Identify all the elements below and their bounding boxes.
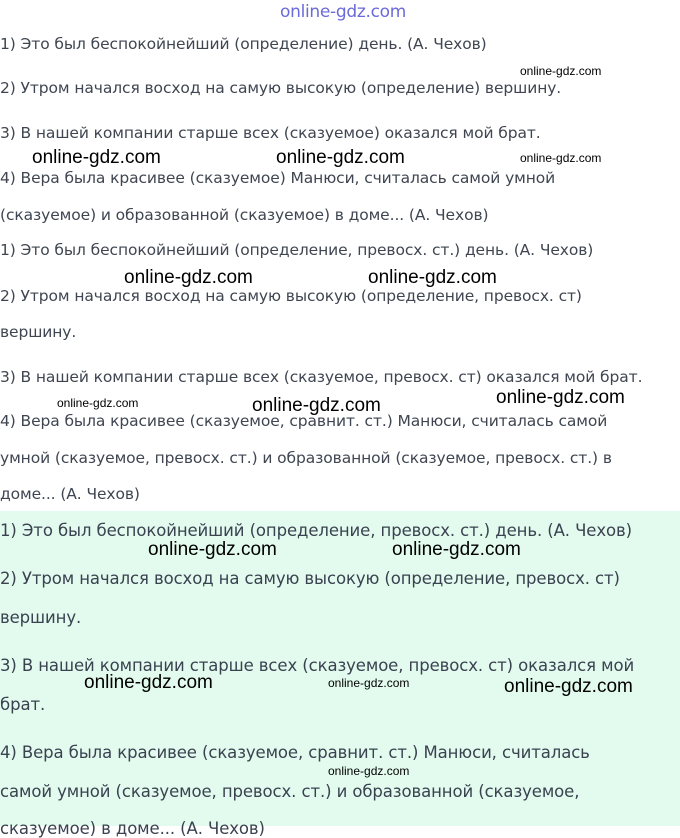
answer-line: 3) В нашей компании старше всех (сказуемое, превосх. ст) оказался мой	[0, 656, 635, 675]
watermark: online-gdz.com	[392, 539, 521, 560]
watermark-logo: online-gdz.com	[280, 2, 407, 22]
watermark: online-gdz.com	[124, 267, 253, 288]
watermark: online-gdz.com	[57, 396, 139, 410]
watermark: online-gdz.com	[84, 672, 213, 693]
watermark: online-gdz.com	[32, 147, 161, 168]
watermark: online-gdz.com	[520, 151, 602, 165]
answer-line: 4) Вера была красивее (сказуемое) Манюси, считалась самой умной	[0, 169, 556, 187]
watermark: online-gdz.com	[328, 676, 410, 690]
answer-line: самой умной (сказуемое, превосх. ст.) и образованной (сказуемое,	[0, 782, 580, 801]
answer-line: 4) Вера была красивее (сказуемое, сравнит. ст.) Манюси, считалась	[0, 743, 590, 762]
watermark: online-gdz.com	[252, 395, 381, 416]
answer-line: 3) В нашей компании старше всех (сказуемое) оказался мой брат.	[0, 124, 541, 142]
answer-line: 1) Это был беспокойнейший (определение) день. (А. Чехов)	[0, 35, 487, 53]
answer-line: брат.	[0, 695, 46, 714]
answer-line: 2) Утром начался восход на самую высокую (определение, превосх. ст)	[0, 569, 620, 588]
answer-line: доме... (А. Чехов)	[0, 485, 140, 503]
answer-line: (сказуемое) и образованной (сказуемое) в доме... (А. Чехов)	[0, 206, 489, 224]
watermark: online-gdz.com	[328, 764, 410, 778]
answer-line: умной (сказуемое, превосх. ст.) и образованной (сказуемое, превосх. ст.) в	[0, 449, 612, 467]
watermark: online-gdz.com	[276, 147, 405, 168]
answer-line: 1) Это был беспокойнейший (определение, превосх. ст.) день. (А. Чехов)	[0, 521, 632, 540]
answer-line: 1) Это был беспокойнейший (определение, превосх. ст.) день. (А. Чехов)	[0, 241, 594, 259]
watermark: online-gdz.com	[504, 676, 633, 697]
watermark: online-gdz.com	[520, 64, 602, 78]
answer-line: сказуемое) в доме... (А. Чехов)	[0, 819, 265, 838]
answer-line: вершину.	[0, 323, 77, 341]
watermark: online-gdz.com	[368, 267, 497, 288]
answer-line: 2) Утром начался восход на самую высокую (определение, превосх. ст)	[0, 287, 582, 305]
answer-line: 3) В нашей компании старше всех (сказуемое, превосх. ст) оказался мой брат.	[0, 368, 643, 386]
watermark: online-gdz.com	[496, 387, 625, 408]
answer-line: 4) Вера была красивее (сказуемое, сравнит. ст.) Манюси, считалась самой	[0, 412, 608, 430]
watermark: online-gdz.com	[148, 539, 277, 560]
answer-line: 2) Утром начался восход на самую высокую (определение) вершину.	[0, 79, 562, 97]
answer-line: вершину.	[0, 608, 82, 627]
